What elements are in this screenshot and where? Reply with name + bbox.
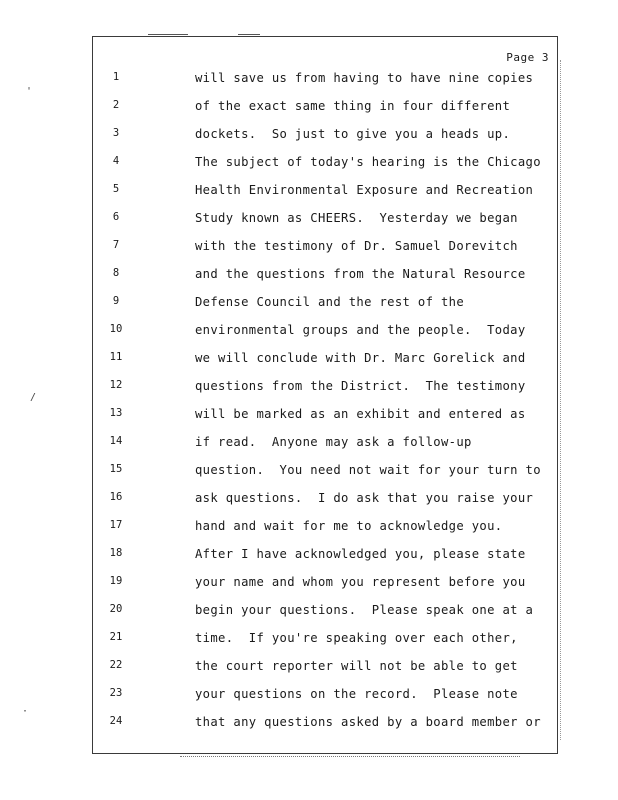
transcript-line: time. If you're speaking over each other, [195, 631, 518, 645]
page-number-label: Page 3 [506, 51, 549, 64]
transcript-line: The subject of today's hearing is the Chicago [195, 155, 541, 169]
transcript-line: dockets. So just to give you a heads up. [195, 127, 511, 141]
line-number: 2 [112, 99, 120, 111]
transcript-line: hand and wait for me to acknowledge you. [195, 519, 503, 533]
transcript-line: Study known as CHEERS. Yesterday we began [195, 211, 518, 225]
transcript-line: the court reporter will not be able to get [195, 659, 518, 673]
transcript-line: begin your questions. Please speak one at a [195, 603, 534, 617]
line-number: 22 [109, 659, 123, 671]
scan-mark-top-right [238, 34, 260, 35]
line-number: 21 [109, 631, 123, 643]
transcript-line: your questions on the record. Please note [195, 687, 518, 701]
line-number: 10 [109, 323, 123, 335]
line-number: 6 [112, 211, 120, 223]
line-number: 8 [112, 267, 120, 279]
transcript-line: ask questions. I do ask that you raise your [195, 491, 534, 505]
transcript-line: questions from the District. The testimony [195, 379, 526, 393]
transcript-line: Health Environmental Exposure and Recreation [195, 183, 534, 197]
scan-mark-top-left [148, 34, 188, 35]
line-number: 11 [109, 351, 123, 363]
transcript-line: with the testimony of Dr. Samuel Dorevitch [195, 239, 518, 253]
transcript-line: will be marked as an exhibit and entered as [195, 407, 526, 421]
transcript-line: we will conclude with Dr. Marc Gorelick and [195, 351, 526, 365]
line-number: 24 [109, 715, 123, 727]
scan-speck-left-bottom: · [22, 706, 29, 717]
line-number: 9 [112, 295, 120, 307]
line-number: 17 [109, 519, 123, 531]
transcript-line: environmental groups and the people. Today [195, 323, 526, 337]
line-number: 14 [109, 435, 123, 447]
line-number: 19 [109, 575, 123, 587]
line-number: 3 [112, 127, 120, 139]
transcript-line: that any questions asked by a board member or [195, 715, 541, 729]
line-number: 16 [109, 491, 123, 503]
scan-edge-bottom [180, 756, 520, 758]
line-number: 18 [109, 547, 123, 559]
line-number: 12 [109, 379, 123, 391]
transcript-line: and the questions from the Natural Resource [195, 267, 526, 281]
transcript-page [92, 36, 558, 754]
line-number: 20 [109, 603, 123, 615]
transcript-line: After I have acknowledged you, please state [195, 547, 526, 561]
line-number: 1 [112, 71, 120, 83]
line-number: 13 [109, 407, 123, 419]
line-number: 7 [112, 239, 120, 251]
transcript-line: Defense Council and the rest of the [195, 295, 465, 309]
scan-speck-left-top: ' [26, 86, 33, 97]
transcript-line: if read. Anyone may ask a follow-up [195, 435, 472, 449]
scan-edge-right [560, 60, 564, 740]
line-number: 15 [109, 463, 123, 475]
line-number: 4 [112, 155, 120, 167]
transcript-line: will save us from having to have nine copies [195, 71, 534, 85]
line-number: 5 [112, 183, 120, 195]
line-number: 23 [109, 687, 123, 699]
transcript-line: your name and whom you represent before you [195, 575, 526, 589]
scan-speck-left-mid: / [30, 392, 37, 403]
transcript-line: of the exact same thing in four different [195, 99, 511, 113]
transcript-line: question. You need not wait for your turn to [195, 463, 541, 477]
